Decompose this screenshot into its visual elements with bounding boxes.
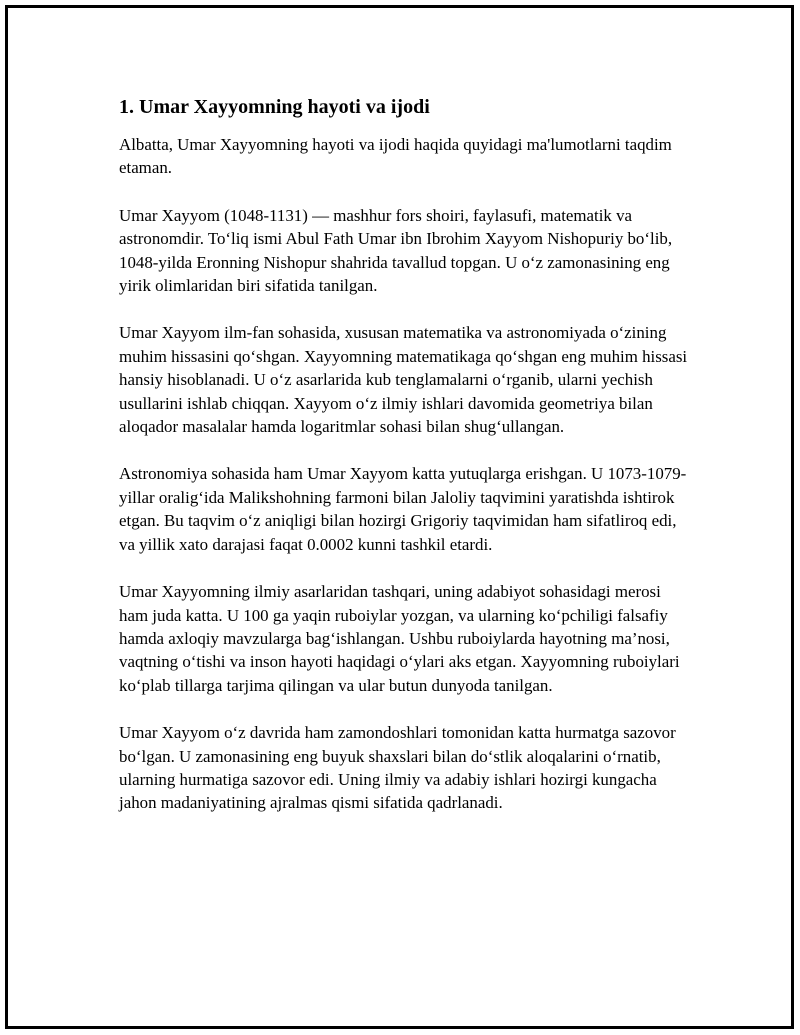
document-body	[113, 93, 688, 839]
paragraph-biography: Umar Xayyom (1048-1131) — mashhur fors shoiri, faylasufi, matematik va astronomdir. To‘liq ismi Abul Fath Umar ibn Ibrohim Xayyom Nishopuriy bo‘lib, 1048-yilda Eronning Nishopur shahrida tavallud topgan. U o‘z zamonasining eng yirik olimlaridan biri sifatida tanilgan.	[119, 205, 673, 296]
paragraph-legacy: Umar Xayyom o‘z davrida ham zamondoshlari tomonidan katta hurmatga sazovor bo‘lgan. U zamonasining eng buyuk shaxslari bilan do‘stlik aloqalarini o‘rnatib, ularning hurmatiga sazovor edi. Uning ilmiy va adabiy ishlari hozirgi kungacha jahon madaniyatining ajralmas qismi sifatida qadrlanadi.	[119, 723, 676, 813]
paragraph-intro: Albatta, Umar Xayyomning hayoti va ijodi haqida quyidagi ma'lumotlarni taqdim etaman.	[119, 135, 672, 178]
paragraph-astronomy: Astronomiya sohasida ham Umar Xayyom katta yutuqlarga erishgan. U 1073-1079-yillar oralig‘ida Malikshohning farmoni bilan Jaloliy taqvimini yaratishda ishtirok etgan. Bu taqvim o‘z aniqligi bilan hozirgi Grigoriy taqvimidan ham sifatliroq edi, va yillik xato darajasi faqat 0.0002 kunni tashkil etardi.	[119, 464, 687, 554]
paragraph-literature: Umar Xayyomning ilmiy asarlaridan tashqari, uning adabiyot sohasidagi merosi ham juda katta. U 100 ga yaqin ruboiylar yozgan, va ularning ko‘pchiligi falsafiy hamda axloqiy mavzularga bag‘ishlangan. Ushbu ruboiylarda hayotning ma’nosi, vaqtning o‘tishi va inson hayoti haqidagi o‘ylari aks etgan. Xayyomning ruboiylari ko‘plab tillarga tarjima qilingan va ular butun dunyoda tanilgan.	[119, 582, 680, 695]
paragraph-mathematics: Umar Xayyom ilm-fan sohasida, xususan matematika va astronomiyada o‘zining muhim hissasini qo‘shgan. Xayyomning matematikaga qo‘shgan eng muhim hissasi hansiy hisoblanadi. U o‘z asarlarida kub tenglamalarni o‘rganib, ularni yechish usullarini ishlab chiqqan. Xayyom o‘z ilmiy ishlari davomida geometriya bilan aloqador masalalar hamda logaritmlar sohasi bilan shug‘ullangan.	[119, 323, 688, 437]
section-heading: 1. Umar Xayyomning hayoti va ijodi	[119, 96, 430, 118]
